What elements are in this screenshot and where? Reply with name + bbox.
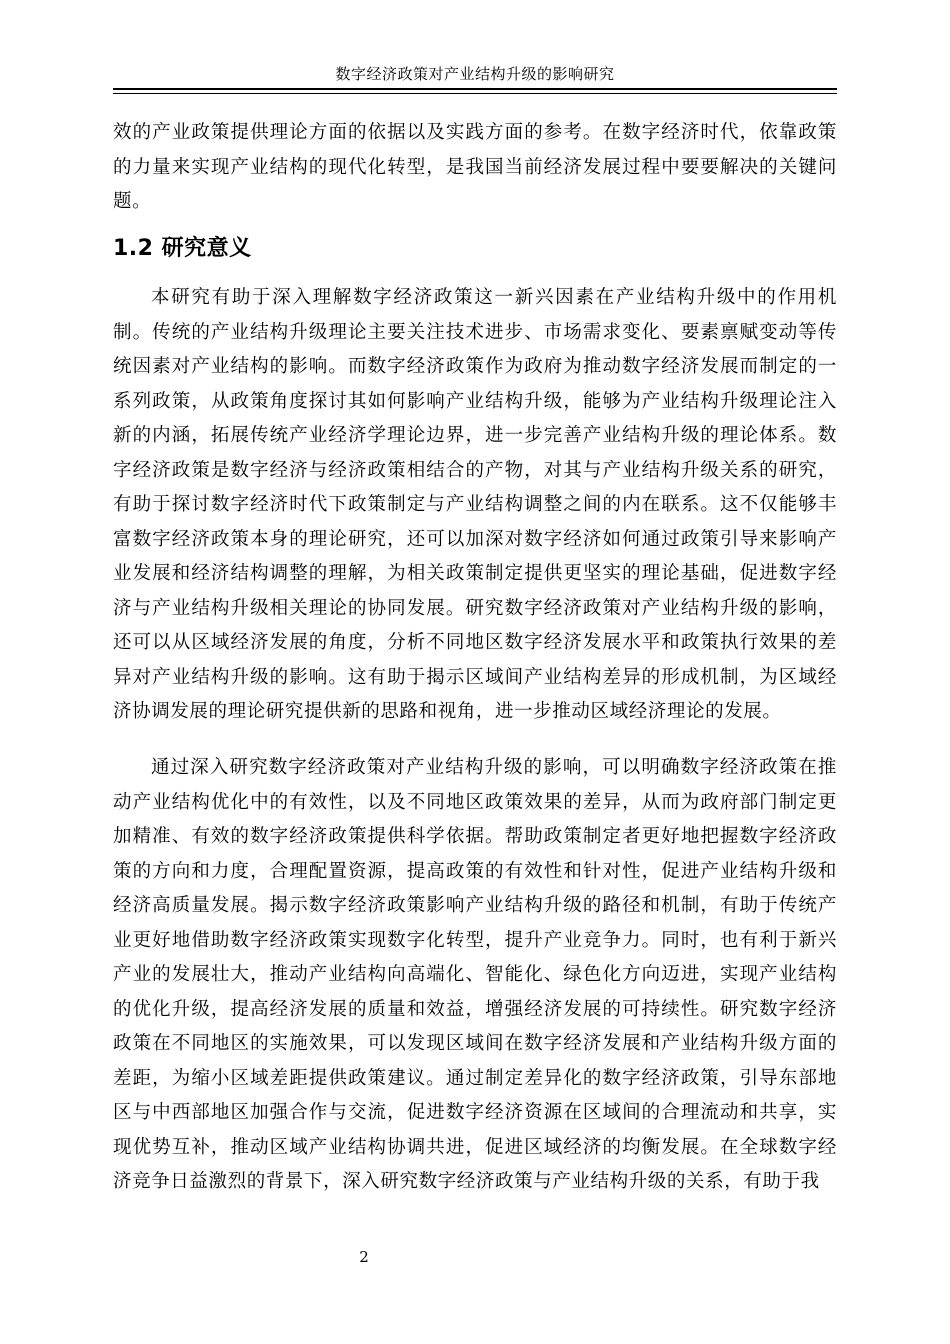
paragraph-2: 通过深入研究数字经济政策对产业结构升级的影响，可以明确数字经济政策在推动产业结构优化中的有效性，以及不同地区政策效果的差异，从而为政府部门制定更加精准、有效的数字经济政策提供科学依据。帮助政策制定者更好地把握数字经济政策的方向和力度，合理配置资源，提高政策的有效性和针对性，促进产业结构升级和经济高质量发展。揭示数字经济政策影响产业结构升级的路径和机制，有助于传统产业更好地借助数字经济政策实现数字化转型，提升产业竞争力。同时，也有利于新兴产业的发展壮大，推动产业结构向高端化、智能化、绿色化方向迈进，实现产业结构的优化升级，提高经济发展的质量和效益，增强经济发展的可持续性。研究数字经济政策在不同地区的实施效果，可以发现区域间在数字经济发展和产业结构升级方面的差距，为缩小区域差距提供政策建议。通过制定差异化的数字经济政策，引导东部地区与中西部地区加强合作与交流，促进数字经济资源在区域间的合理流动和共享，实现优势互补，推动区域产业结构协调共进，促进区域经济的均衡发展。在全球数字经济竞争日益激烈的背景下，深入研究数字经济政策与产业结构升级的关系，有助于我 [113, 757, 837, 1192]
paragraph-1-block [113, 281, 837, 730]
section-heading: 1.2 研究意义 [113, 236, 252, 261]
header-rule-thick [113, 88, 837, 90]
header-rule-thin [113, 93, 837, 94]
paragraph-intro-continuation: 效的产业政策提供理论方面的依据以及实践方面的参考。在数字经济时代，依靠政策的力量来实现产业结构的现代化转型，是我国当前经济发展过程中要要解决的关键问题。 [113, 122, 837, 212]
running-header: 数字经济政策对产业结构升级的影响研究 [335, 65, 615, 83]
page-number: 2 [359, 1248, 369, 1266]
paragraph-1: 本研究有助于深入理解数字经济政策这一新兴因素在产业结构升级中的作用机制。传统的产业结构升级理论主要关注技术进步、市场需求变化、要素禀赋变动等传统因素对产业结构的影响。而数字经济政策作为政府为推动数字经济发展而制定的一系列政策，从政策角度探讨其如何影响产业结构升级，能够为产业结构升级理论注入新的内涵，拓展传统产业经济学理论边界，进一步完善产业结构升级的理论体系。数字经济政策是数字经济与经济政策相结合的产物，对其与产业结构升级关系的研究，有助于探讨数字经济时代下政策制定与产业结构调整之间的内在联系。这不仅能够丰富数字经济政策本身的理论研究，还可以加深对数字经济如何通过政策引导来影响产业发展和经济结构调整的理解，为相关政策制定提供更坚实的理论基础，促进数字经济与产业结构升级相关理论的协同发展。研究数字经济政策对产业结构升级的影响，还可以从区域经济发展的角度，分析不同地区数字经济发展水平和政策执行效果的差异对产业结构升级的影响。这有助于揭示区域间产业结构差异的形成机制，为区域经济协调发展的理论研究提供新的思路和视角，进一步推动区域经济理论的发展。 [113, 287, 837, 722]
paragraph-2-block [113, 751, 837, 1200]
intro-continuation-block [113, 116, 837, 220]
